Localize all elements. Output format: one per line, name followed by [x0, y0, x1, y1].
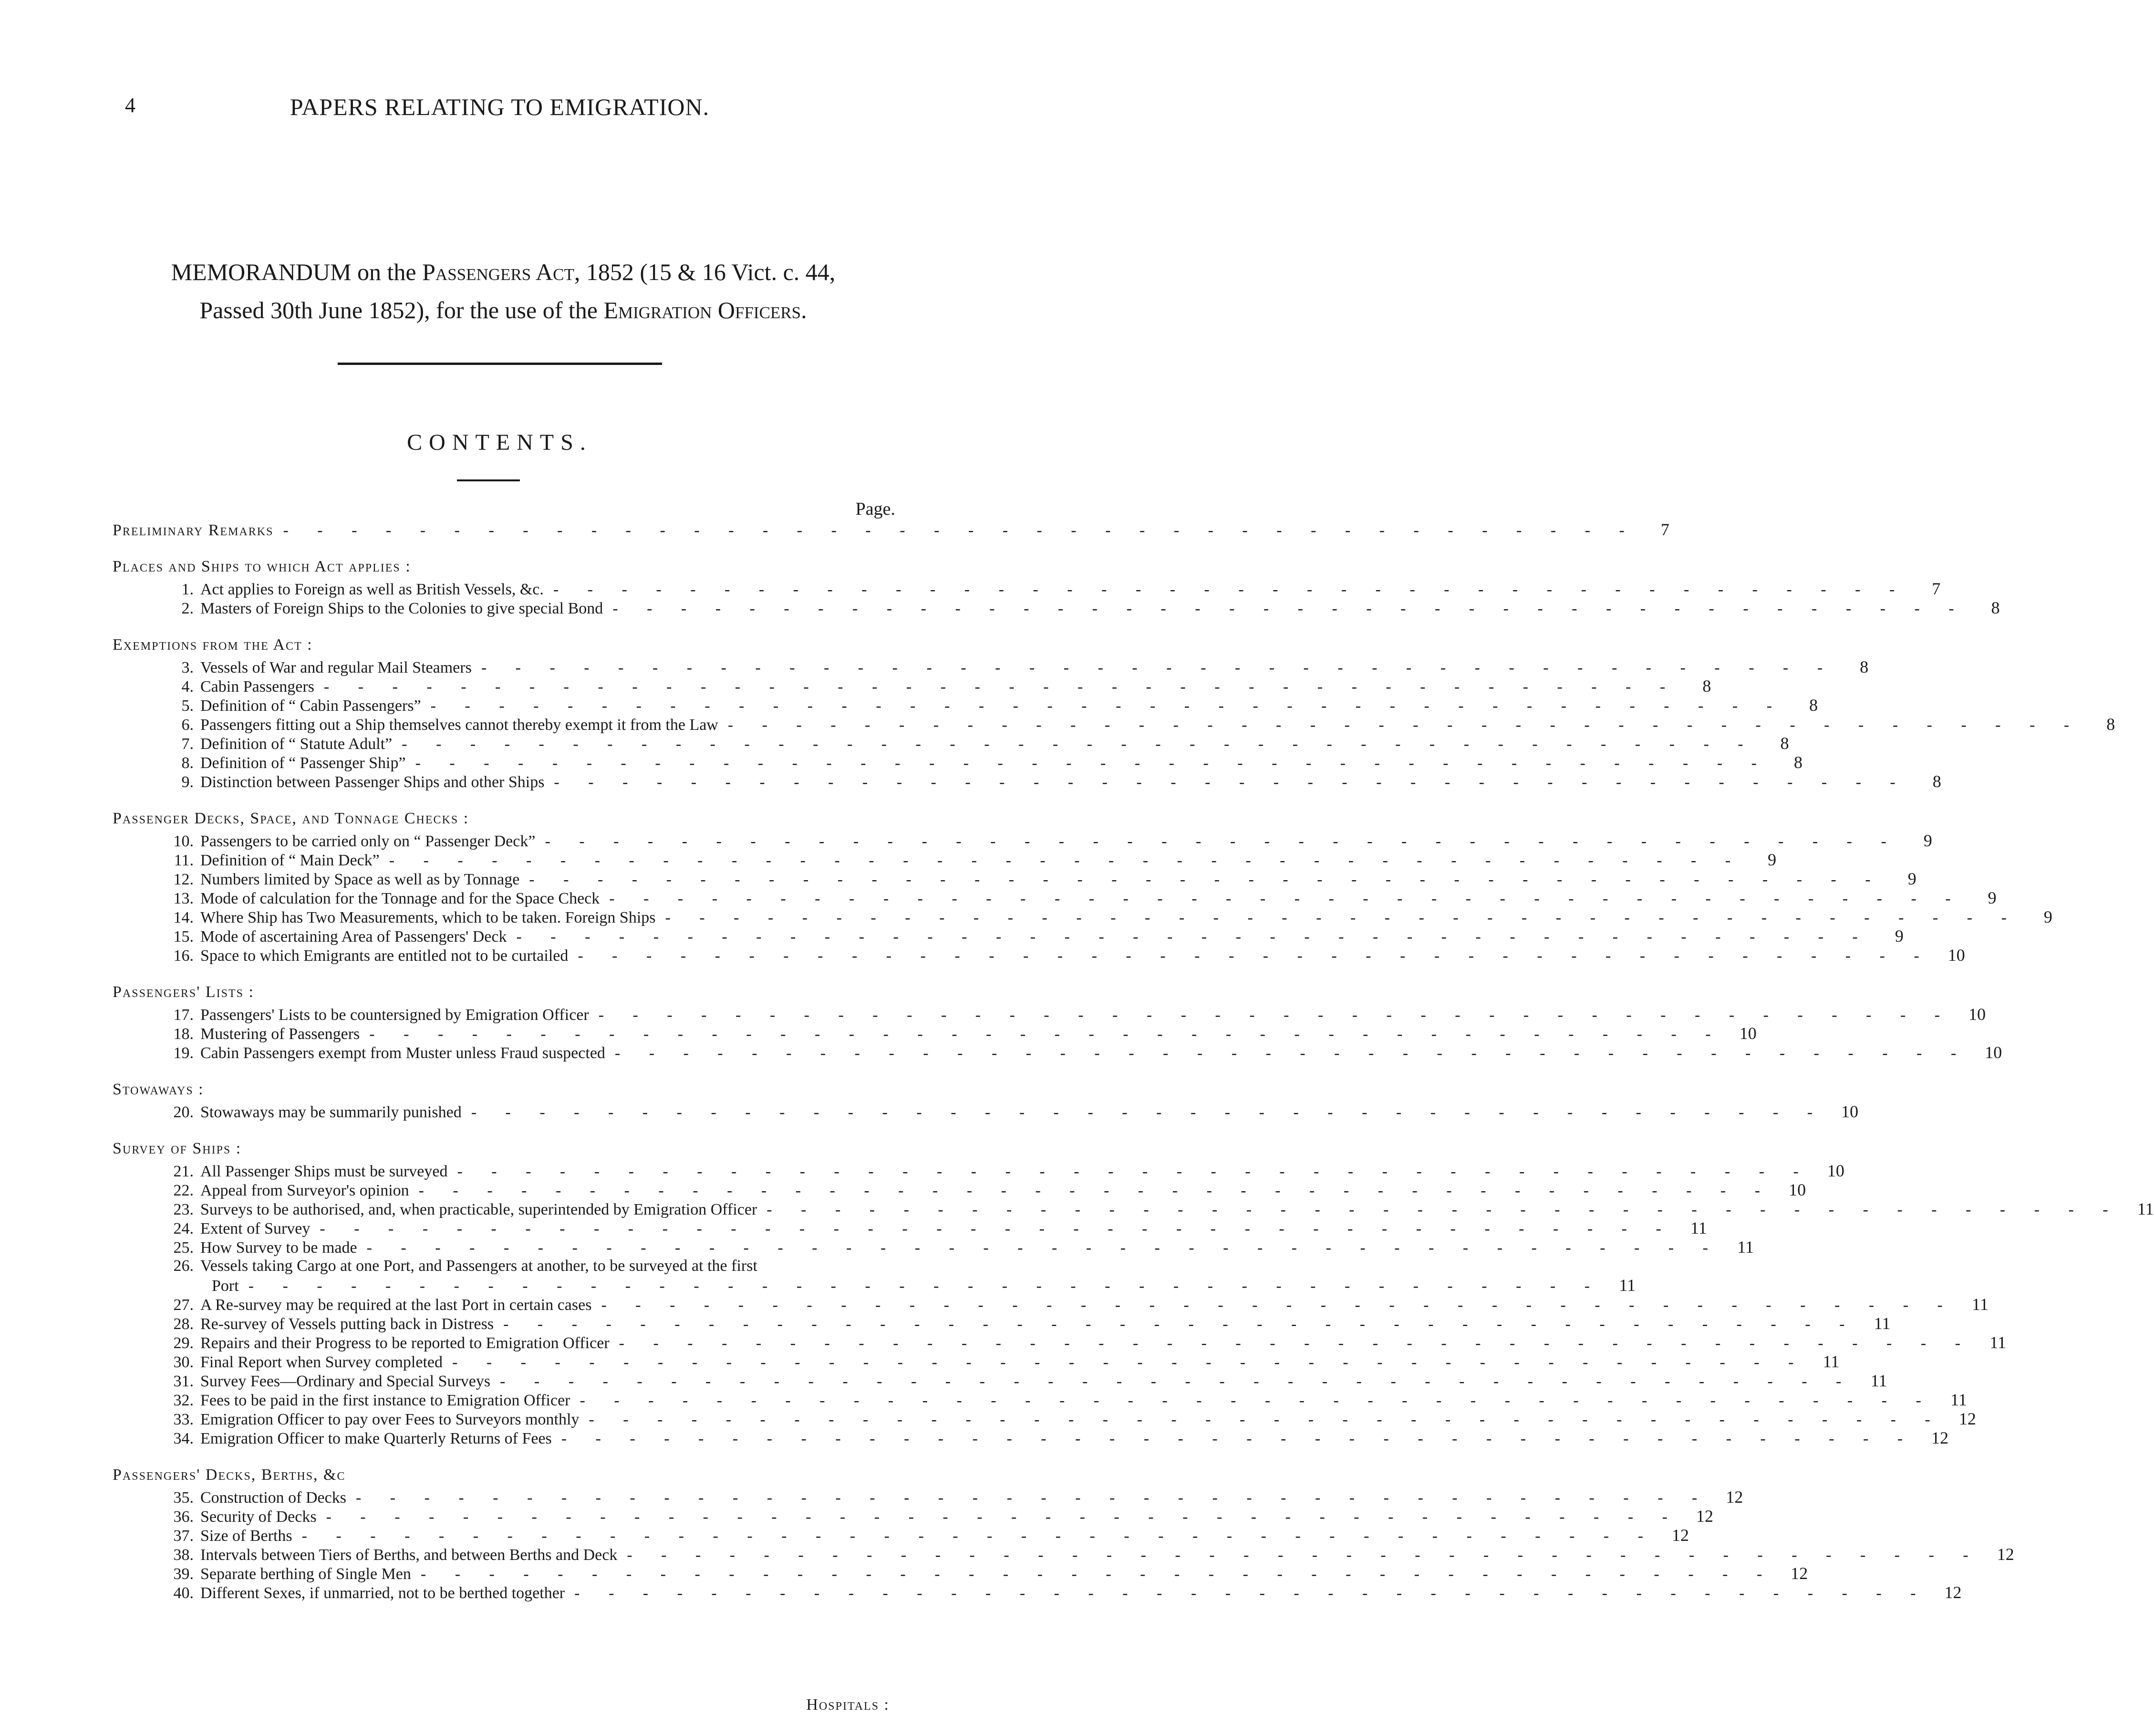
- dot-leader: - - - - - - - - - - - - - - - - - - - - - - - - - - - - - - - - - - - - - - - -: [481, 659, 1835, 676]
- toc-entry: [113, 1024, 1757, 1043]
- dot-leader: - - - - - - - - - - - - - - - - - - - - - - - - - - - - - - - - - - - - - - - -: [578, 947, 1932, 965]
- toc-entry: [113, 1371, 1887, 1390]
- page-ref: 11: [1874, 1314, 1891, 1333]
- dot-leader: - - - - - - - - - - - - - - - - - - - - - - - - - - - - - - - - - - - - - - - -: [415, 754, 1769, 772]
- entry-text: Separate berthing of Single Men: [200, 1565, 411, 1583]
- entry-text: Definition of “ Main Deck”: [200, 852, 380, 869]
- toc-section: [113, 983, 2002, 1062]
- toc-entry: [113, 598, 2000, 617]
- horizontal-rule: [338, 363, 662, 365]
- entry-text: Mustering of Passengers: [200, 1025, 360, 1043]
- toc-entry: [113, 1487, 1743, 1507]
- dot-leader: - - - - - - - - - - - - - - - - - - - - - - - - - - - - - - - - - - - - - - - -: [529, 871, 1883, 888]
- toc-entry: [113, 1583, 1962, 1602]
- entry-number: 34.: [173, 1430, 194, 1447]
- toc-preliminary: [113, 520, 1670, 539]
- entry-text: Definition of “ Cabin Passengers”: [200, 697, 421, 715]
- entry-text: Final Report when Survey completed: [200, 1353, 443, 1371]
- dot-leader: - - - - - - - - - - - - - - - - - - - - - - - - - - - - - - - - - - - - - - - -: [402, 735, 1756, 753]
- dot-leader: - - - - - - - - - - - - - - - - - - - - - - - - - - - - - - - - - - - - - - - -: [554, 773, 1908, 791]
- section-heading: Passenger Decks, Space, and Tonnage Checks :: [113, 810, 469, 827]
- dot-leader: - - - - - - - - - - - - - - - - - - - - - - - - - - - - - - - - - - - - - - - -: [323, 678, 1678, 696]
- toc-entry: [113, 1237, 1754, 1257]
- page-ref: 9: [1768, 850, 1777, 869]
- page-ref: 10: [1827, 1161, 1844, 1180]
- page-ref: 7: [1932, 579, 1941, 598]
- entry-text: Numbers limited by Space as well as by Tonnage: [200, 871, 520, 888]
- entry-text-continued: Port: [212, 1277, 239, 1295]
- entry-text: Re-survey of Vessels putting back in Distress: [200, 1315, 494, 1333]
- page-ref: 11: [2137, 1199, 2154, 1218]
- running-head: [0, 93, 999, 126]
- page-ref: 8: [1780, 734, 1789, 753]
- dot-leader: - - - - - - - - - - - - - - - - - - - - - - - - - - - - - - - - - - - - - - - -: [503, 1315, 1857, 1333]
- toc-entry: [113, 676, 1711, 696]
- entry-number: 9.: [181, 773, 194, 791]
- memo-small-caps-1: Passengers Act,: [422, 259, 580, 285]
- page-ref: 11: [1950, 1390, 1967, 1409]
- page-ref: 12: [1997, 1545, 2014, 1564]
- toc-entry: [113, 1526, 1689, 1545]
- entry-text: All Passenger Ships must be surveyed: [200, 1163, 448, 1180]
- page-ref: 8: [1860, 657, 1869, 676]
- entry-number: 5.: [181, 697, 194, 715]
- entry-text: Passengers fitting out a Ship themselves cannot thereby exempt it from the Law: [200, 716, 718, 734]
- entry-number: 11.: [174, 852, 194, 869]
- entry-text: Size of Berths: [200, 1527, 292, 1545]
- page-ref: 11: [1989, 1333, 2007, 1352]
- entry-number: 31.: [173, 1372, 194, 1390]
- toc-section: [113, 635, 2115, 791]
- entry-number: 13.: [173, 890, 194, 907]
- toc-entry: [113, 1390, 1967, 1409]
- entry-number: 39.: [173, 1565, 194, 1583]
- entry-number: 29.: [173, 1334, 194, 1352]
- toc-entry: [113, 520, 1670, 539]
- entry-text: Stowaways may be summarily punished: [200, 1103, 462, 1121]
- entry-text: Cabin Passengers: [200, 678, 314, 696]
- contents-heading: CONTENTS.: [407, 430, 592, 455]
- entry-number: 37.: [173, 1527, 194, 1545]
- page-ref: 11: [1823, 1352, 1840, 1371]
- entry-number: 33.: [173, 1411, 194, 1428]
- memo-text-1: MEMORANDUM on the: [171, 259, 423, 285]
- toc-section: [113, 557, 2000, 617]
- page-ref: 8: [1702, 676, 1711, 696]
- toc-entry: [113, 1180, 1806, 1199]
- toc-entry: [113, 1199, 2154, 1218]
- entry-number: 12.: [173, 871, 194, 888]
- page-number: 4: [125, 94, 135, 117]
- entry-text: Distinction between Passenger Ships and other Ships: [200, 773, 545, 791]
- entry-text: Cabin Passengers exempt from Muster unless Fraud suspected: [200, 1044, 605, 1062]
- section-heading: Preliminary Remarks: [113, 521, 274, 539]
- page-ref: 12: [1944, 1583, 1962, 1602]
- page-ref: 8: [1793, 753, 1802, 772]
- entry-text: Intervals between Tiers of Berths, and between Berths and Deck: [200, 1546, 618, 1564]
- entry-number: 18.: [173, 1025, 194, 1043]
- page-ref: 8: [2106, 715, 2115, 734]
- toc-section: [113, 809, 2052, 965]
- page-ref: 10: [1739, 1024, 1757, 1043]
- dot-leader: - - - - - - - - - - - - - - - - - - - - - - - - - - - - - - - - - - - - - - - -: [500, 1372, 1854, 1390]
- dot-leader: - - - - - - - - - - - - - - - - - - - - - - - - - - - - - - - - - - - - - - - -: [545, 832, 1899, 850]
- section-heading: Places and Ships to which Act applies :: [113, 558, 411, 575]
- page-ref: 10: [1947, 946, 1965, 965]
- toc-entry: [113, 869, 1916, 888]
- toc-section: [113, 1139, 2154, 1447]
- entry-text: How Survey to be made: [200, 1239, 357, 1257]
- entry-number: 32.: [173, 1392, 194, 1409]
- entry-number: 21.: [173, 1163, 194, 1180]
- dot-leader: - - - - - - - - - - - - - - - - - - - - - - - - - - - - - - - - - - - - - - - -: [471, 1103, 1825, 1121]
- page-ref: 10: [1841, 1102, 1859, 1121]
- entry-number: 38.: [173, 1546, 194, 1564]
- section-heading: Stowaways :: [113, 1081, 204, 1098]
- entry-text: Repairs and their Progress to be reported to Emigration Officer: [200, 1334, 610, 1352]
- toc-body: [113, 520, 2154, 1620]
- entry-text: Construction of Decks: [200, 1489, 346, 1507]
- entry-text: Vessels of War and regular Mail Steamers: [200, 659, 472, 676]
- toc-entry: [113, 1507, 1713, 1526]
- toc-entry: [113, 1333, 2007, 1352]
- page-ref: 8: [1991, 598, 2000, 617]
- entry-number: 35.: [173, 1489, 194, 1507]
- entry-text: Fees to be paid in the first instance to Emigration Officer: [200, 1392, 570, 1409]
- toc-entry: [113, 1564, 1808, 1583]
- toc-entry: [113, 1295, 1988, 1314]
- entry-number: 4.: [181, 678, 194, 696]
- page-ref: 11: [1737, 1237, 1754, 1257]
- page-ref: 11: [1870, 1371, 1887, 1390]
- page-ref: 12: [1791, 1564, 1808, 1583]
- toc-entry: [113, 657, 1869, 676]
- entry-text: Surveys to be authorised, and, when practicable, superintended by Emigration Officer: [200, 1201, 757, 1218]
- entry-number: 19.: [173, 1044, 194, 1062]
- entry-number: 24.: [173, 1220, 194, 1237]
- toc-section: [113, 1466, 2014, 1602]
- toc-entry: [113, 579, 1941, 598]
- dot-leader: - - - - - - - - - - - - - - - - - - - - - - - - - - - - - - - - - - - - - - - -: [553, 581, 1907, 598]
- toc-entry: [113, 734, 1789, 753]
- entry-text: Security of Decks: [200, 1508, 317, 1526]
- entry-text: Definition of “ Passenger Ship”: [200, 754, 406, 772]
- entry-text: Passengers' Lists to be countersigned by Emigration Officer: [200, 1006, 589, 1024]
- dot-leader: - - - - - - - - - - - - - - - - - - - - - - - - - - - - - - - - - - - - - - - -: [516, 928, 1870, 946]
- entry-text: Space to which Emigrants are entitled not to be curtailed: [200, 947, 569, 965]
- entry-number: 40.: [173, 1584, 194, 1602]
- entry-text: Mode of calculation for the Tonnage and for the Space Check: [200, 890, 600, 907]
- toc-entry: [113, 946, 1965, 965]
- dot-leader: - - - - - - - - - - - - - - - - - - - - - - - - - - - - - - - - - - - - - - - -: [766, 1201, 2121, 1218]
- toc-entry: [113, 753, 1802, 772]
- entry-text: Emigration Officer to pay over Fees to Surveyors monthly: [200, 1411, 580, 1428]
- entry-number: 10.: [173, 832, 194, 850]
- toc-entry: [113, 1352, 1840, 1371]
- dot-leader: - - - - - - - - - - - - - - - - - - - - - - - - - - - - - - - - - - - - - - - -: [420, 1565, 1775, 1583]
- entry-text: Where Ship has Two Measurements, which to be taken. Foreign Ships: [200, 909, 656, 926]
- catchword: Hospitals :: [806, 1696, 890, 1714]
- memo-small-caps-2: Emigration Officers.: [603, 297, 807, 323]
- entry-number: 23.: [173, 1201, 194, 1218]
- dot-leader: - - - - - - - - - - - - - - - - - - - - - - - - - - - - - - - - - - - - - - - -: [320, 1220, 1674, 1237]
- entry-number: 17.: [173, 1006, 194, 1024]
- entry-text: Extent of Survey: [200, 1220, 311, 1237]
- toc-entry: [113, 1102, 1859, 1121]
- entry-text: Vessels taking Cargo at one Port, and Passengers at another, to be surveyed at the first: [200, 1257, 757, 1275]
- section-heading: Survey of Ships :: [113, 1140, 242, 1157]
- page-ref: 9: [1923, 831, 1932, 850]
- dot-leader: - - - - - - - - - - - - - - - - - - - - - - - - - - - - - - - - - - - - - - - -: [612, 600, 1967, 617]
- toc-entry: [113, 850, 1777, 869]
- toc-section: [113, 1080, 1859, 1121]
- memorandum-title: [119, 253, 887, 329]
- entry-text: Survey Fees—Ordinary and Special Surveys: [200, 1372, 491, 1390]
- dot-leader: - - - - - - - - - - - - - - - - - - - - - - - - - - - - - - - - - - - - - - - -: [580, 1392, 1934, 1409]
- dot-leader: - - - - - - - - - - - - - - - - - - - - - - - - - - - - - - - - - - - - - - - -: [598, 1006, 1953, 1024]
- memo-text-3: Passed 30th June 1852), for the use of the: [199, 297, 604, 323]
- dot-leader: - - - - - - - - - - - - - - - - - - - - - - - - - - - - - - - - - - - - - - - -: [452, 1353, 1806, 1371]
- entry-text: Appeal from Surveyor's opinion: [200, 1182, 409, 1199]
- page-ref: 11: [1690, 1218, 1707, 1237]
- entry-text: Masters of Foreign Ships to the Colonies to give special Bond: [200, 600, 603, 617]
- toc-entry: [113, 1545, 2014, 1564]
- entry-number: 15.: [173, 928, 194, 946]
- entry-number: 28.: [173, 1315, 194, 1333]
- entry-text: Passengers to be carried only on “ Passenger Deck”: [200, 832, 536, 850]
- page-ref: 9: [1895, 926, 1904, 946]
- toc-entry: [113, 831, 1932, 850]
- short-rule: [457, 479, 520, 481]
- page-ref: 10: [1968, 1005, 1986, 1024]
- section-heading: Exemptions from the Act :: [113, 636, 313, 654]
- dot-leader: - - - - - - - - - - - - - - - - - - - - - - - - - - - - - - - - - - - - - - - -: [430, 697, 1785, 715]
- page-ref: 11: [1619, 1276, 1636, 1295]
- dot-leader: - - - - - - - - - - - - - - - - - - - - - - - - - - - - - - - - - - - - - - - -: [355, 1489, 1710, 1507]
- entry-number: 26.: [173, 1257, 194, 1275]
- dot-leader: - - - - - - - - - - - - - - - - - - - - - - - - - - - - - - - - - - - - - - - -: [727, 716, 2082, 734]
- dot-leader: - - - - - - - - - - - - - - - - - - - - - - - - - - - - - - - - - - - - - - - -: [369, 1025, 1723, 1043]
- entry-text: Emigration Officer to make Quarterly Returns of Fees: [200, 1430, 552, 1447]
- entry-number: 22.: [173, 1182, 194, 1199]
- page-ref: 10: [1789, 1180, 1806, 1199]
- toc-entry: [113, 696, 1818, 715]
- page-ref: 12: [1672, 1526, 1689, 1545]
- entry-number: 20.: [173, 1103, 194, 1121]
- running-title: PAPERS RELATING TO EMIGRATION.: [290, 94, 710, 120]
- toc-entry-continuation: [113, 1276, 1636, 1295]
- entry-text: A Re-survey may be required at the last Port in certain cases: [200, 1296, 592, 1314]
- entry-text: Definition of “ Statute Adult”: [200, 735, 393, 753]
- toc-entry: [113, 926, 1904, 946]
- entry-number: 30.: [173, 1353, 194, 1371]
- dot-leader: - - - - - - - - - - - - - - - - - - - - - - - - - - - - - - - - - - - - - - - -: [301, 1527, 1656, 1545]
- toc-entry: [113, 1161, 1844, 1180]
- toc-entry: [113, 888, 1997, 907]
- page-ref: 11: [1972, 1295, 1988, 1314]
- dot-leader: - - - - - - - - - - - - - - - - - - - - - - - - - - - - - - - - - - - - - - - -: [326, 1508, 1680, 1526]
- page-ref: 12: [1726, 1487, 1743, 1507]
- entry-number: 7.: [181, 735, 194, 753]
- entry-number: 2.: [181, 600, 194, 617]
- dot-leader: - - - - - - - - - - - - - - - - - - - - - - - - - - - - - - - - - - - - - - - -: [665, 909, 2019, 926]
- section-heading: Passengers' Decks, Berths, &c: [113, 1466, 346, 1484]
- toc-entry: [113, 1257, 897, 1276]
- dot-leader: - - - - - - - - - - - - - - - - - - - - - - - - - - - - - - - - - - - - - - - -: [574, 1584, 1928, 1602]
- toc-entry: [113, 907, 2052, 926]
- dot-leader: - - - - - - - - - - - - - - - - - - - - - - - - - - - - - - - - - - - - - - - -: [561, 1430, 1916, 1447]
- toc-entry: [113, 1043, 2002, 1062]
- dot-leader: - - - - - - - - - - - - - - - - - - - - - - - - - - - - - - - - - - - - - - - -: [589, 1411, 1943, 1428]
- dot-leader: - - - - - - - - - - - - - - - - - - - - - - - - - - - - - - - - - - - - - - - -: [609, 890, 1963, 907]
- toc-entry: [113, 715, 2115, 734]
- page-ref: 8: [1809, 696, 1818, 715]
- entry-number: 8.: [181, 754, 194, 772]
- page-ref: 12: [1958, 1409, 1976, 1428]
- dot-leader: - - - - - - - - - - - - - - - - - - - - - - - - - - - - - - - - - - - - - - - -: [418, 1182, 1773, 1199]
- memo-text-2: 1852 (15 & 16 Vict. c. 44,: [580, 259, 836, 285]
- toc-entry: [113, 1409, 1976, 1428]
- entry-number: 1.: [181, 581, 194, 598]
- dot-leader: - - - - - - - - - - - - - - - - - - - - - - - - - - - - - - - - - - - - - - - -: [614, 1044, 1969, 1062]
- entry-number: 27.: [173, 1296, 194, 1314]
- toc-entry: [113, 1218, 1707, 1237]
- dot-leader: - - - - - - - - - - - - - - - - - - - - - - - - - - - - - - - - - - - - - - - -: [366, 1239, 1720, 1257]
- toc-entry: [113, 772, 1941, 791]
- dot-leader: - - - - - - - - - - - - - - - - - - - - - - - - - - - - - - - - - - - - - - - -: [457, 1163, 1811, 1180]
- page-ref: 10: [1985, 1043, 2002, 1062]
- page-ref: 8: [1932, 772, 1941, 791]
- entry-number: 16.: [173, 947, 194, 965]
- entry-number: 25.: [173, 1239, 194, 1257]
- page-ref: 12: [1931, 1428, 1949, 1447]
- section-heading: Passengers' Lists :: [113, 983, 254, 1001]
- dot-leader: - - - - - - - - - - - - - - - - - - - - - - - - - - - - - - - - - - - - - - - -: [601, 1296, 1955, 1314]
- entry-text: Act applies to Foreign as well as British Vessels, &c.: [200, 581, 544, 598]
- dot-leader: - - - - - - - - - - - - - - - - - - - - - - - - - - - - - - - - - - - - - - - -: [619, 1334, 1973, 1352]
- entry-text: Different Sexes, if unmarried, not to be berthed together: [200, 1584, 565, 1602]
- entry-number: 14.: [173, 909, 194, 926]
- page-ref: 9: [1907, 869, 1916, 888]
- page-ref: 7: [1660, 520, 1670, 539]
- dot-leader: - - - - - - - - - - - - - - - - - - - - - - - - - - - - - - - - - - - - - - - -: [627, 1546, 1981, 1564]
- entry-number: 36.: [173, 1508, 194, 1526]
- dot-leader: - - - - - - - - - - - - - - - - - - - - - - - - - - - - - - - - - - - - - - - -: [389, 852, 1743, 869]
- entry-number: 3.: [181, 659, 194, 676]
- toc-entry: [113, 1428, 1949, 1447]
- page-column-label: Page.: [855, 499, 895, 519]
- entry-text: Mode of ascertaining Area of Passengers' Deck: [200, 928, 507, 946]
- toc-entry: [113, 1314, 1891, 1333]
- toc-entry: [113, 1005, 1986, 1024]
- page-ref: 9: [1988, 888, 1997, 907]
- dot-leader: - - - - - - - - - - - - - - - - - - - - - - - - - - - - - - - - - - - - - - - -: [283, 521, 1637, 539]
- page-ref: 12: [1696, 1507, 1713, 1526]
- dot-leader: - - - - - - - - - - - - - - - - - - - - - - - - - - - - - - - - - - - - - - - -: [248, 1277, 1603, 1295]
- page-ref: 9: [2043, 907, 2052, 926]
- entry-number: 6.: [181, 716, 194, 734]
